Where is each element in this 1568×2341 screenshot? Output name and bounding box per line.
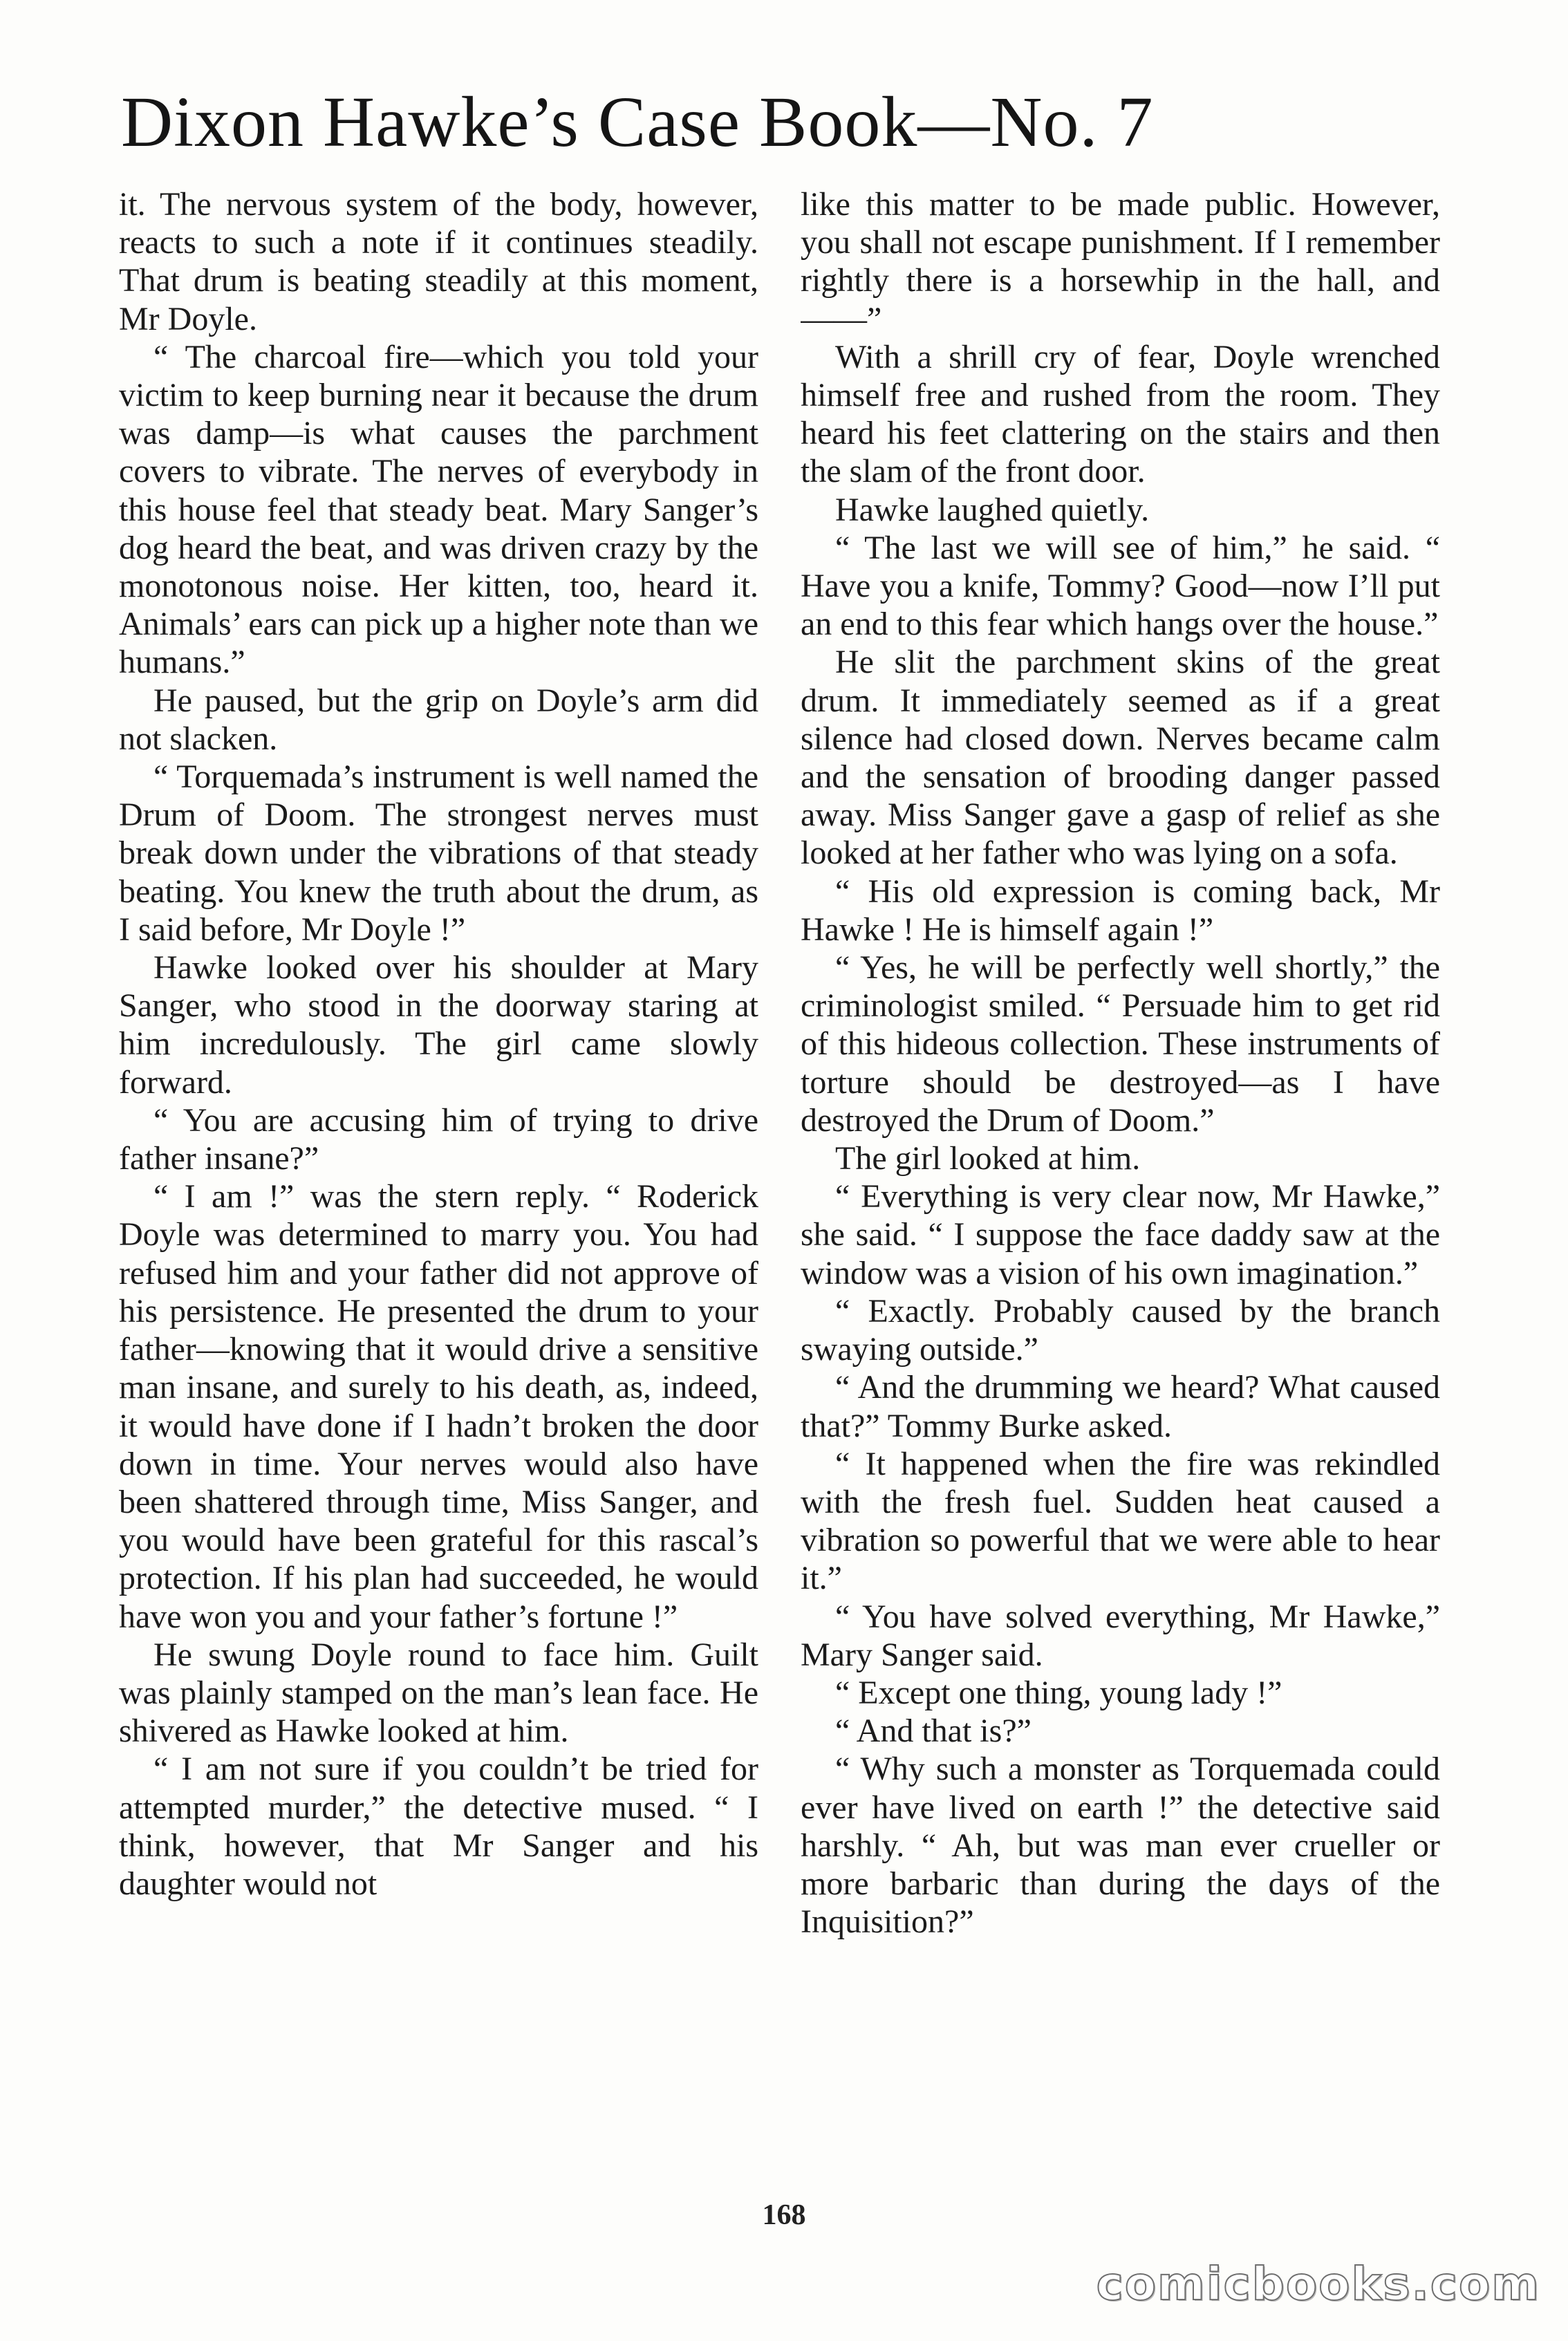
paragraph: “ You are accusing him of trying to drive father insane?” xyxy=(119,1101,758,1177)
paragraph: “ Everything is very clear now, Mr Hawke,” she said. “ I suppose the face daddy saw at the window was a vision of his own imagination.” xyxy=(801,1178,1440,1291)
left-column xyxy=(119,185,758,2211)
paragraph: He slit the parchment skins of the great drum. It immediately seemed as if a great silence had closed down. Nerves became calm and the sensation of brooding danger passed away. Miss Sanger gave a gasp of relief as she looked at her father who was lying on a sofa. xyxy=(801,644,1440,872)
paragraph: “ You have solved everything, Mr Hawke,” Mary Sanger said. xyxy=(801,1598,1440,1673)
paragraph: “ I am not sure if you couldn’t be tried for attempted murder,” the detective mused. “ I think, however, that Mr Sanger and his daughter would not xyxy=(119,1751,758,1902)
paragraph: “ And the drumming we heard? What caused that?” Tommy Burke asked. xyxy=(801,1369,1440,1444)
paragraph: “ Why such a monster as Torquemada could ever have lived on earth !” the detective said harshly. “ Ah, but was man ever crueller or more barbaric than during the days of the Inquisition?” xyxy=(801,1751,1440,1941)
paragraph: “ Yes, he will be perfectly well shortly,” the criminologist smiled. “ Persuade him to get rid of this hideous collection. These instruments of torture should be destroyed—as I have destroyed the Drum of Doom.” xyxy=(801,949,1440,1139)
paragraph: “ Torquemada’s instrument is well named the Drum of Doom. The strongest nerves must break down under the vibrations of that steady beating. You knew the truth about the drum, as I said before, Mr Doyle !” xyxy=(119,758,758,948)
paragraph: “ I am !” was the stern reply. “ Roderick Doyle was determined to marry you. You had refused him and your father did not approve of his persistence. He presented the drum to your father—knowing that it would drive a sensitive man insane, and surely to his death, as, indeed, it would have done if I hadn’t broken the door down in time. Your nerves would also have been shattered through time, Miss Sanger, and you would have been grateful for this rascal’s protection. If his plan had succeeded, he would have won you and your father’s fortune !” xyxy=(119,1178,758,1635)
paragraph: Hawke laughed quietly. xyxy=(835,491,1150,528)
paragraph: “ Exactly. Probably caused by the branch swaying outside.” xyxy=(801,1292,1440,1368)
paragraph: Hawke looked over his shoulder at Mary Sanger, who stood in the doorway staring at him incredulously. The girl came slowly forward. xyxy=(119,949,758,1101)
paragraph: “ Except one thing, young lady !” xyxy=(835,1674,1282,1711)
paragraph: like this matter to be made public. However, you shall not escape punishment. If I remember rightly there is a horsewhip in the hall, and——” xyxy=(801,186,1440,337)
paragraph: “ His old expression is coming back, Mr Hawke ! He is himself again !” xyxy=(801,873,1440,948)
paragraph: The girl looked at him. xyxy=(835,1140,1141,1177)
paragraph: it. The nervous system of the body, however, reacts to such a note if it continues steadily. That drum is beating steadily at this moment, Mr Doyle. xyxy=(119,186,758,337)
right-column xyxy=(801,185,1440,2211)
paragraph: With a shrill cry of fear, Doyle wrenched himself free and rushed from the room. They heard his feet clattering on the stairs and then the slam of the front door. xyxy=(801,338,1440,490)
paragraph: He swung Doyle round to face him. Guilt was plainly stamped on the man’s lean face. He shivered as Hawke looked at him. xyxy=(119,1636,758,1750)
paragraph: “ And that is?” xyxy=(835,1713,1032,1750)
paragraph: “ The charcoal fire—which you told your victim to keep burning near it because the drum was damp—is what causes the parchment covers to vibrate. The nerves of everybody in this house feel that steady beat. Mary Sanger’s dog heard the beat, and was driven crazy by the monotonous noise. Her kitten, too, heard it. Animals’ ears can pick up a higher note than we humans.” xyxy=(119,338,758,681)
paragraph: He paused, but the grip on Doyle’s arm did not slacken. xyxy=(119,682,758,757)
paragraph: “ The last we will see of him,” he said. “ Have you a knife, Tommy? Good—now I’ll put an end to this fear which hangs over the house.” xyxy=(801,529,1440,643)
watermark-logo: comicbooks.com xyxy=(1096,2257,1540,2311)
page-title: Dixon Hawke’s Case Book—No. 7 xyxy=(121,82,1154,162)
page-number: 168 xyxy=(762,2199,806,2231)
paragraph: “ It happened when the fire was rekindled with the fresh fuel. Sudden heat caused a vibration so powerful that we were able to hear it.” xyxy=(801,1445,1440,1597)
